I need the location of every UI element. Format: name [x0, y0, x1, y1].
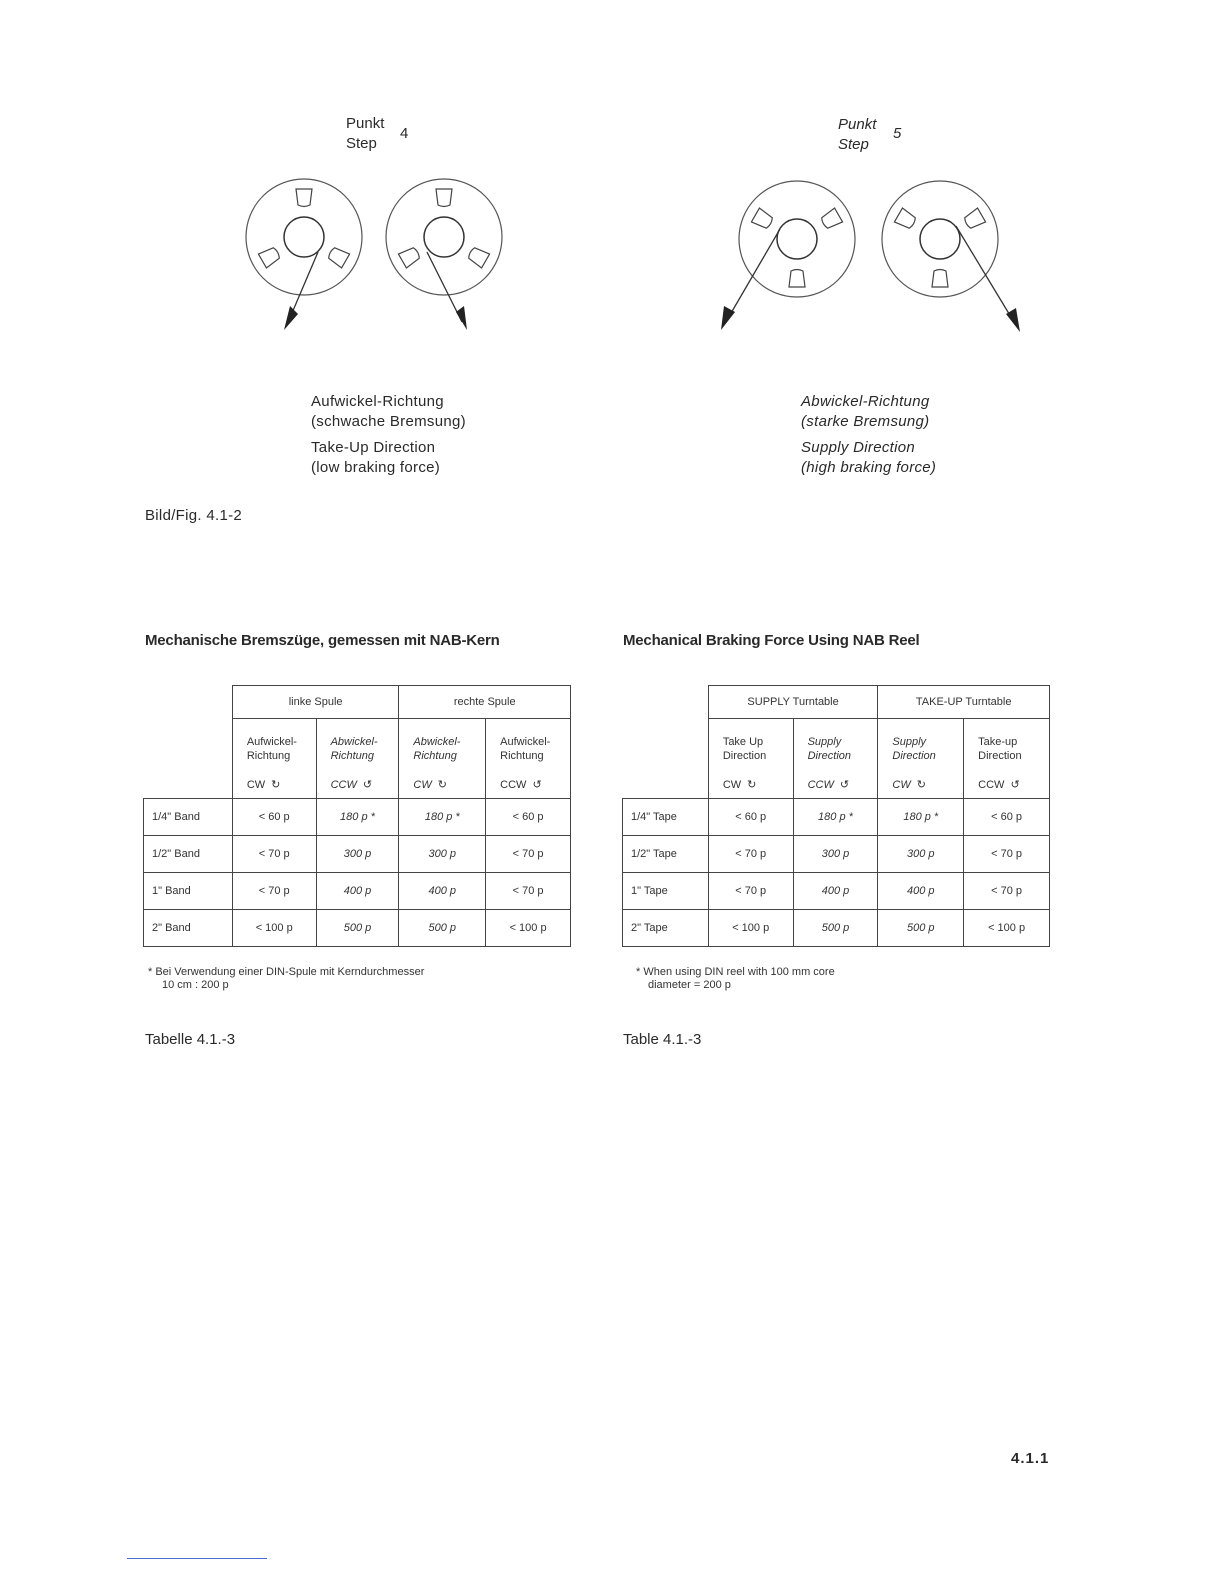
table-row: 2" Band < 100 p 500 p 500 p < 100 p	[144, 910, 571, 947]
table-de-col-4: Aufwickel- Richtung CCW ↺	[486, 719, 571, 799]
step5-left-reel	[739, 181, 855, 297]
step5-step: Step	[838, 136, 869, 153]
left-caption-de2: (schwache Bremsung)	[311, 413, 466, 430]
table-en-col-1: Take Up Direction CW ↻	[708, 719, 793, 799]
step5-right-reel	[882, 181, 998, 297]
step4-left-reel	[246, 179, 362, 295]
table-en-group-right: TAKE-UP Turntable	[878, 686, 1050, 719]
table-row: 1/2" Tape < 70 p 300 p 300 p < 70 p	[623, 836, 1050, 873]
right-caption-de1: Abwickel-Richtung	[801, 393, 930, 410]
right-caption-en2: (high braking force)	[801, 459, 937, 476]
table-row: 1" Band < 70 p 400 p 400 p < 70 p	[144, 873, 571, 910]
table-de-caption: Tabelle 4.1.-3	[145, 1031, 236, 1048]
step4-right-reel	[386, 179, 502, 295]
step4-step: Step	[346, 135, 377, 152]
table-en	[622, 685, 1050, 947]
cw-arrow-icon: ↻	[271, 779, 281, 791]
cw-arrow-icon: ↻	[916, 779, 926, 791]
ccw-arrow-icon: ↺	[532, 779, 542, 791]
table-row: 1/4" Band < 60 p 180 p * 180 p * < 60 p	[144, 799, 571, 836]
table-de-col-3: Abwickel- Richtung CW ↻	[399, 719, 486, 799]
cw-arrow-icon: ↻	[747, 779, 757, 791]
table-en-col-3: Supply Direction CW ↻	[878, 719, 964, 799]
table-de-col-2: Abwickel- Richtung CCW ↺	[316, 719, 399, 799]
ccw-arrow-icon: ↺	[362, 779, 373, 791]
step4-punkt: Punkt	[346, 115, 385, 132]
table-en-group-left: SUPPLY Turntable	[708, 686, 878, 719]
arrow-icon	[284, 306, 298, 330]
right-caption	[801, 392, 936, 478]
step5-punkt: Punkt	[838, 116, 877, 133]
arrow-icon	[456, 306, 467, 330]
cw-arrow-icon: ↻	[437, 779, 447, 791]
table-de-heading: Mechanische Bremszüge, gemessen mit NAB-Kern	[145, 632, 500, 649]
table-row: 2" Tape < 100 p 500 p 500 p < 100 p	[623, 910, 1050, 947]
table-de-group-left: linke Spule	[232, 686, 399, 719]
left-caption	[311, 392, 466, 478]
table-en-note: * When using DIN reel with 100 mm core diameter = 200 p	[636, 966, 835, 991]
table-row: 1/2" Band < 70 p 300 p 300 p < 70 p	[144, 836, 571, 873]
left-caption-de1: Aufwickel-Richtung	[311, 393, 444, 410]
reel-diagram	[0, 0, 1224, 380]
ccw-arrow-icon: ↺	[839, 779, 850, 791]
right-caption-en1: Supply Direction	[801, 439, 916, 456]
step4-number: 4	[400, 125, 409, 142]
table-de	[143, 685, 571, 947]
step5-number: 5	[893, 125, 902, 142]
figure-label: Bild/Fig. 4.1-2	[145, 507, 243, 524]
table-row: 1" Tape < 70 p 400 p 400 p < 70 p	[623, 873, 1050, 910]
table-en-caption: Table 4.1.-3	[623, 1031, 702, 1048]
table-en-col-2: Supply Direction CCW ↺	[793, 719, 878, 799]
page-number: 4.1.1	[1011, 1450, 1050, 1467]
table-en-col-4: Take-up Direction CCW ↺	[964, 719, 1050, 799]
right-caption-de2: (starke Bremsung)	[801, 413, 930, 430]
table-en-heading: Mechanical Braking Force Using NAB Reel	[623, 632, 920, 649]
left-caption-en2: (low braking force)	[311, 459, 441, 476]
table-de-group-right: rechte Spule	[399, 686, 571, 719]
table-de-col-1: Aufwickel- Richtung CW ↻	[232, 719, 316, 799]
table-row: 1/4" Tape < 60 p 180 p * 180 p * < 60 p	[623, 799, 1050, 836]
ccw-arrow-icon: ↺	[1010, 779, 1020, 791]
footer-divider	[127, 1558, 267, 1559]
left-caption-en1: Take-Up Direction	[311, 439, 436, 456]
table-de-note: * Bei Verwendung einer DIN-Spule mit Kerndurchmesser 10 cm : 200 p	[148, 966, 425, 991]
